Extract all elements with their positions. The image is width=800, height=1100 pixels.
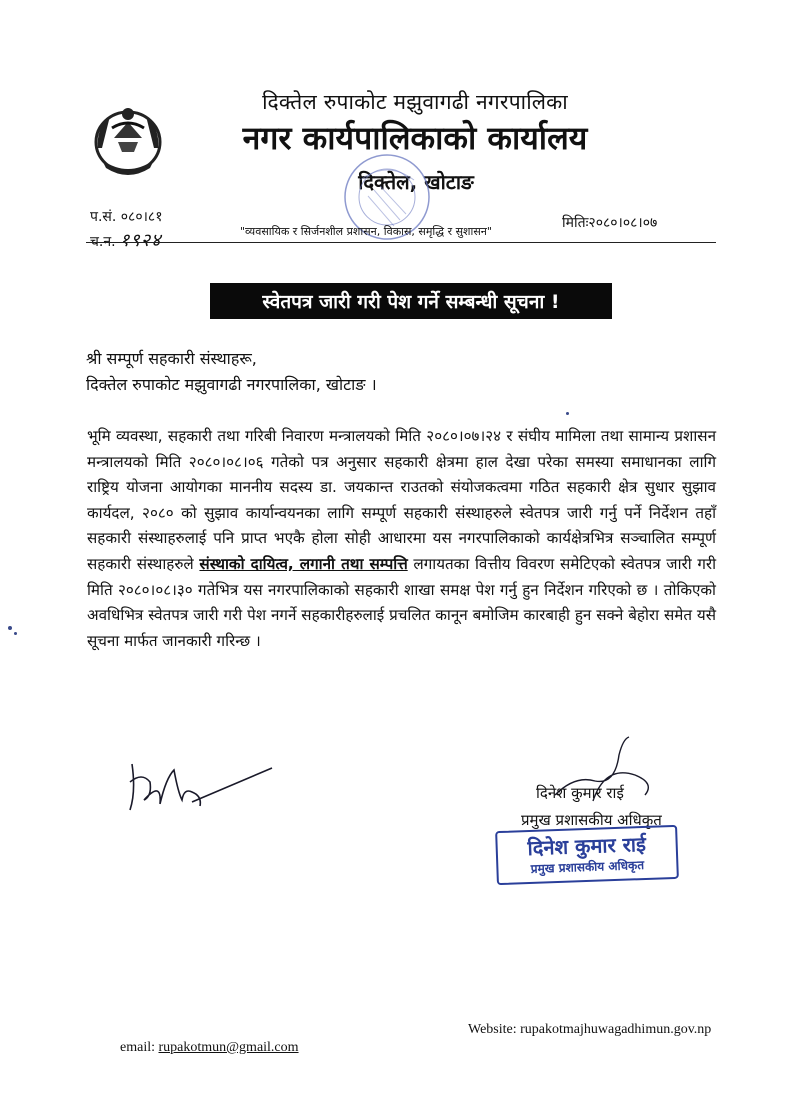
notice-body-emphasis: संस्थाको दायित्व, लगानी तथा सम्पत्ति — [199, 554, 408, 573]
email-label: email: — [120, 1040, 155, 1055]
scan-speck — [566, 412, 569, 415]
notice-body-part-1: भूमि व्यवस्था, सहकारी तथा गरिबी निवारण मन्त्रालयको मिति २०८०।०७।२४ र संघीय मामिला तथा सामान्य प्रशासन मन्त्रालयको मिति २०८०।०८।०६ गतेको पत्र अनुसार सहकारी क्षेत्रमा हाल देखा परेका समस्या समाधानका लागि राष्ट्रिय योजना आयोगका माननीय सदस्य डा. जयकान्त राउतको संयोजकत्वमा गठित सहकारी क्षेत्र सुधार सुझाव कार्यदल, २०८० को सुझाव कार्यान्वयनका लागि सम्पूर्ण सहकारी संस्थाहरुले स्वेतपत्र जारी गर्नु पर्ने निर्देशन तहाँ सहकारी संस्थाहरुलाई पनि प्राप्त भएकै होला सोही आधारमा यस नगरपालिकाको कार्यक्षेत्रभित्र सञ्चालित सम्पूर्ण सहकारी संस्थाहरुले — [87, 427, 716, 573]
notice-body-part-2: लगायतका वित्तीय विवरण समेटिएको स्वेतपत्र जारी गरी मिति २०८०।०८।३० गतेभित्र यस नगरपालिकाको सहकारी शाखा समक्ष पेश गर्नु हुन निर्देशन गरिएको छ । तोकिएको अवधिभित्र स्वेतपत्र जारी गरी पेश नगर्ने सहकारीहरुलाई प्रचलित कानून बमोजिम कारबाही हुन सक्ने बेहोरा समेत यसै सूचना मार्फत जानकारी गरिन्छ । — [87, 554, 717, 650]
letter-date: मितिः२०८०।०८।०७ — [562, 215, 658, 231]
reference-number: प.सं. ०८०।८१ — [90, 209, 163, 225]
notice-subject-text: स्वेतपत्र जारी गरी पेश गर्ने सम्बन्धी सूचना ! — [262, 291, 560, 313]
footer-email — [120, 1040, 299, 1056]
office-slogan: "व्यवसायिक र सिर्जनशील प्रशासन, विकास, समृद्धि र सुशासन" — [240, 225, 492, 238]
addressee-line-1: श्री सम्पूर्ण सहकारी संस्थाहरू, — [86, 349, 257, 368]
email-link[interactable]: rupakotmun@gmail.com — [158, 1040, 299, 1055]
addressee-line-2: दिक्तेल रुपाकोट मझुवागढी नगरपालिका, खोटाङ । — [86, 375, 377, 394]
stamp-title: प्रमुख प्रशासकीय अधिकृत — [530, 858, 645, 876]
office-name: दिक्तेल रुपाकोट मझुवागढी नगरपालिका — [262, 90, 568, 114]
scan-speck — [14, 632, 17, 635]
signer-name: दिनेश कुमार राई — [536, 784, 624, 802]
left-signature — [122, 752, 282, 822]
notice-subject — [210, 283, 612, 319]
header-divider — [86, 242, 716, 243]
dispatch-value: १९२४ — [120, 230, 162, 251]
signer-title: प्रमुख प्रशासकीय अधिकृत — [521, 811, 662, 829]
scan-speck — [8, 626, 12, 630]
dispatch-number — [90, 228, 161, 252]
footer-website[interactable]: Website: rupakotmajhuwagadhimun.gov.np — [468, 1022, 712, 1037]
stamp-name: दिनेश कुमार राई — [527, 831, 647, 861]
official-stamp — [495, 825, 679, 885]
notice-body — [87, 424, 716, 654]
office-title: नगर कार्यपालिकाको कार्यालय — [242, 119, 588, 157]
office-address: दिक्तेल, खोटाङ — [358, 170, 474, 194]
dispatch-label: च.न. — [90, 234, 116, 250]
